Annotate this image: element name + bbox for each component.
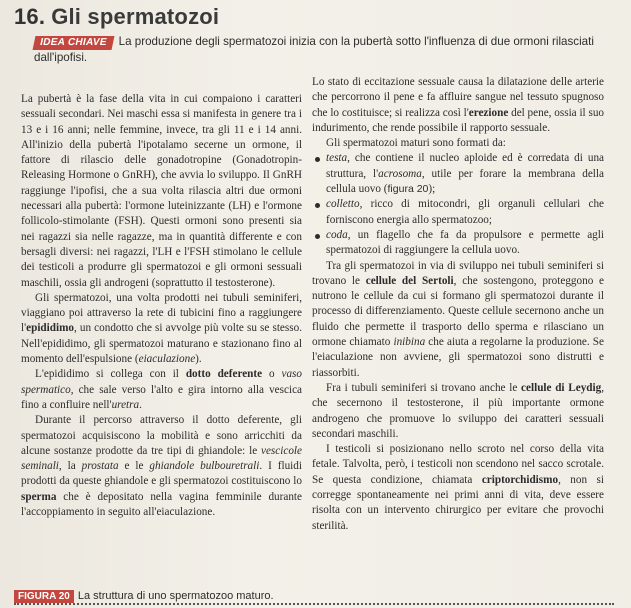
list-item-testa <box>312 151 604 197</box>
key-idea-badge: IDEA CHIAVE <box>33 36 115 50</box>
term-epididimo: epididimo <box>26 322 74 335</box>
text-run: I testicoli si posizionano nello scroto nel corso della vita fetale. Talvolta, però, i testicoli non scendono nel sacco scrotale. Se questa condizione, chiamata <box>312 443 604 486</box>
text-run: Gli spermatozoi, una volta prodotti nei tubuli seminiferi, viaggiano poi attraverso la rete di tubicini fino a raggiungere l' <box>21 291 302 335</box>
list-item-coda <box>312 228 604 259</box>
text-run: Fra i tubuli seminiferi si trovano anche le <box>326 381 522 394</box>
term-colletto: colletto <box>326 198 360 211</box>
term-uretra: uretra <box>111 398 140 411</box>
text-run: Durante il percorso attraverso il dotto deferente, gli spermatozoi acquisiscono la mobilità e sono arricchiti da alcune sostanze prodotte da tre tipi di ghiandole: le <box>21 414 302 457</box>
term-cellule-sertoli: cellule del Sertoli <box>365 274 454 287</box>
text-run: , un condotto che si avvolge più volte su se stesso. Nell'epididimo, gli spermatozoi maturano e stazionano fino al momento dell'espulsione ( <box>21 322 302 366</box>
left-column <box>21 92 302 520</box>
term-acrosoma: acrosoma <box>378 167 422 180</box>
term-eiaculazione: eiaculazione <box>138 353 196 366</box>
text-run: , che secernono il testosterone, il più importante ormone androgeno che promuove lo sviluppo dei caratteri sessuali secondari maschili. <box>312 381 605 440</box>
text-run: che è depositato nella vagina femminile durante l'accoppiamento in seguito all'eiaculazione. <box>21 490 302 519</box>
text-run: , che sale verso l'alto e gira intorno alla vescica fino a confluire nell' <box>21 383 302 411</box>
text-run: ); <box>428 183 436 196</box>
paragraph-vas-deferens <box>21 367 302 413</box>
term-testa: testa <box>326 152 348 165</box>
figure-caption <box>14 590 274 603</box>
text-run: , non si corregge spontaneamente nei primi anni di vita, deve essere risolta con un intervento chirurgico per evitare che provochi sterilità. <box>312 473 604 532</box>
text-run: . I fluidi prodotti da queste ghiandole e gli spermatozoi costituiscono lo <box>21 460 302 488</box>
term-vaso-spermatico: vaso spermatico <box>21 368 302 396</box>
term-sperma: sperma <box>21 490 57 503</box>
text-run: , utile per forare la membrana della cellula uovo ( <box>326 167 604 196</box>
text-run: che aiuta a regolarne la produzione. Se l'eiaculazione non avviene, gli spermatozoi sono distrutti e riassorbiti. <box>312 336 604 379</box>
text-run: , la <box>58 460 82 473</box>
section-title <box>14 4 219 30</box>
paragraph-sertoli <box>312 259 604 381</box>
text-run: , ricco di mitocondri, gli organuli cellulari che forniscono energia allo spermatozoo; <box>326 198 604 226</box>
term-criptorchidismo: criptorchidismo <box>481 473 559 486</box>
paragraph-leydig <box>312 381 604 442</box>
term-coda: coda <box>326 228 348 241</box>
text-run: , che sostengono, proteggono e nutrono le cellule da cui si formano gli spermatozoi durante il processo di differenziamento. Queste cellule secernono anche un fluido che permette il trasporto dello sperma e rilasciano un ormone chiamato <box>312 274 605 349</box>
dotted-divider <box>14 603 614 605</box>
text-run: . <box>139 398 142 411</box>
paragraph-glands <box>21 413 302 520</box>
term-ghiandole-bulbouretrali: ghiandole bulbouretrali <box>149 460 260 473</box>
term-inibina: inibina <box>393 336 426 349</box>
text-run: ). <box>195 353 202 366</box>
right-column <box>312 75 604 534</box>
paragraph-structure-intro: Gli spermatozoi maturi sono formati da: <box>326 137 506 150</box>
list-item-colletto <box>312 197 604 228</box>
section-title-text: Gli spermatozoi <box>51 4 220 29</box>
figure-reference[interactable]: figura 20 <box>387 183 429 196</box>
paragraph-puberty: La pubertà è la fase della vita in cui compaiono i caratteri sessuali secondari. Nei maschi essa si manifesta in genere tra i 13 e i 16 anni; nelle femmine, invece, tra gli 11 e i 14 anni. All'inizio della pubertà l'ipotalamo secerne un ormone, il fattore di rilascio delle gonadotropine (Gonadotropin-Releasing Hormone o GnRH), che avvia lo sviluppo. Il GnRH raggiunge l'ipofisi, che a sua volta rilascia altri due ormoni necessari alla pubertà: l'ormone luteinizzante (LH) e l'ormone follicolo-stimolante (FSH). Questi ormoni sono presenti sia nei ragazzi sia nelle ragazze, ma in quantità differente e con bersagli diversi: nei ragazzi, l'LH e l'FSH stimolano le cellule dei testicoli a produrre gli spermatozoi e gli ormoni sessuali maschili, ossia gli androgeni (soprattutto il testosterone). <box>21 93 302 289</box>
text-run: , che contiene il nucleo aploide ed è corredata di una struttura, l' <box>326 152 604 180</box>
paragraph-cryptorchidism <box>312 442 604 534</box>
term-erezione: erezione <box>468 106 509 119</box>
text-run: Tra gli spermatozoi in via di sviluppo nei tubuli seminiferi si trovano le <box>312 259 604 287</box>
text-run: , un flagello che fa da propulsore e permette agli spermatozoi di raggiungere la cellula uovo. <box>326 228 604 257</box>
section-number: 16. <box>14 4 46 29</box>
key-idea-text: La produzione degli spermatozoi inizia con la pubertà sotto l'influenza di due ormoni rilasciati dall'ipofisi. <box>34 35 594 64</box>
text-run: del pene, ossia il suo indurimento, che rende possibile il rapporto sessuale. <box>312 106 605 134</box>
term-vescicole-seminali: vescicole seminali <box>21 444 302 473</box>
term-cellule-leydig: cellule di Leydig <box>521 381 602 394</box>
text-run: L'epididimo si collega con il <box>35 368 186 381</box>
sperm-parts-list <box>312 151 604 258</box>
text-run: o <box>262 368 282 381</box>
term-dotto-deferente: dotto deferente <box>185 368 263 381</box>
text-run: Lo stato di eccitazione sessuale causa la dilatazione delle arterie che percorrono il pene e fa affluire sangue nel tessuto spugnoso che lo costituisce; si realizza così l' <box>312 76 604 119</box>
text-run: e le <box>118 460 150 473</box>
term-prostata: prostata <box>81 460 119 473</box>
key-idea-box <box>34 34 594 66</box>
paragraph-erection <box>312 75 604 136</box>
figure-caption-text: La struttura di uno spermatozoo maturo. <box>77 590 274 602</box>
paragraph-epididymis <box>21 291 302 367</box>
figure-badge: FIGURA 20 <box>14 590 74 603</box>
